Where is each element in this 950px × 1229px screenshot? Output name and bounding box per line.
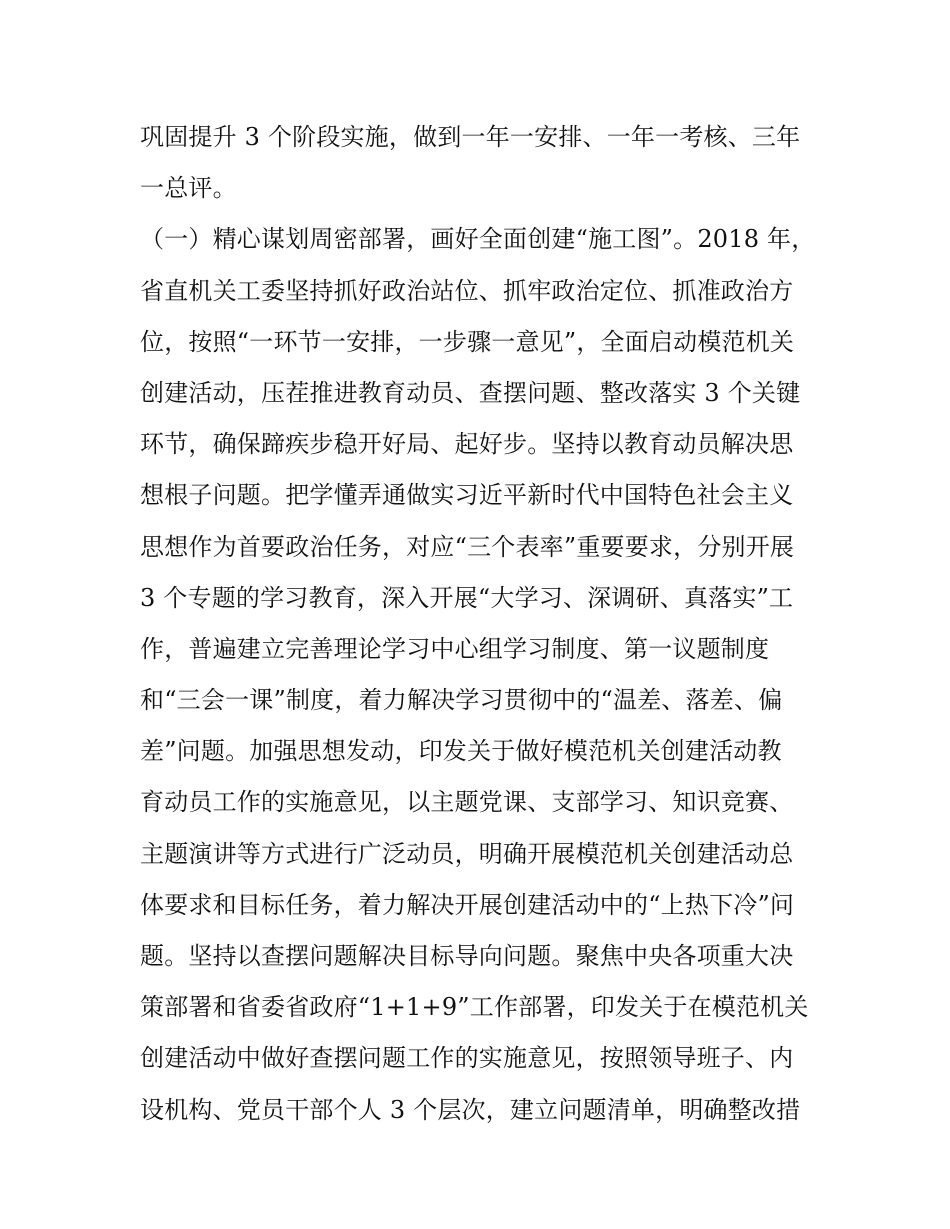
text-line: 3 个专题的学习教育，深入开展“大学习、深调研、真落实”工: [140, 583, 794, 612]
text-line: 和“三会一课”制度，着力解决学习贯彻中的“温差、落差、偏: [140, 686, 783, 715]
text-line: 策部署和省委省政府“1+1+9”工作部署，印发关于在模范机关: [140, 993, 809, 1022]
text-line: 体要求和目标任务，着力解决开展创建活动中的“上热下冷”问: [140, 890, 795, 919]
text-line: （一）精心谋划周密部署，画好全面创建“施工图”。2018 年，: [140, 225, 816, 254]
text-line: 育动员工作的实施意见，以主题党课、支部学习、知识竞赛、: [140, 788, 794, 817]
text-line: 一总评。: [140, 174, 237, 203]
text-line: 环节，确保蹄疾步稳开好局、起好步。坚持以教育动员解决思: [140, 430, 794, 459]
text-line: 题。坚持以查摆问题解决目标导向问题。聚焦中央各项重大决: [140, 942, 794, 970]
text-line: 主题演讲等方式进行广泛动员，明确开展模范机关创建活动总: [140, 839, 794, 868]
text-line: 设机构、党员干部个人 3 个层次，建立问题清单，明确整改措: [140, 1095, 801, 1124]
text-line: 创建活动，压茬推进教育动员、查摆问题、整改落实 3 个关键: [140, 378, 801, 407]
text-line: 想根子问题。把学懂弄通做实习近平新时代中国特色社会主义: [140, 481, 794, 510]
text-line: 作，普遍建立完善理论学习中心组学习制度、第一议题制度: [140, 634, 770, 663]
text-line: 差”问题。加强思想发动，印发关于做好模范机关创建活动教: [140, 737, 782, 766]
text-line: 巩固提升 3 个阶段实施，做到一年一安排、一年一考核、三年: [140, 123, 801, 151]
text-line: 创建活动中做好查摆问题工作的实施意见，按照领导班子、内: [140, 1044, 794, 1073]
document-body: [140, 112, 820, 1136]
text-line: 思想作为首要政治任务，对应“三个表率”重要要求，分别开展: [140, 532, 795, 561]
text-line: 位，按照“一环节一安排，一步骤一意见”，全面启动模范机关: [140, 327, 795, 356]
text-line: 省直机关工委坚持抓好政治站位、抓牢政治定位、抓准政治方: [140, 276, 794, 305]
